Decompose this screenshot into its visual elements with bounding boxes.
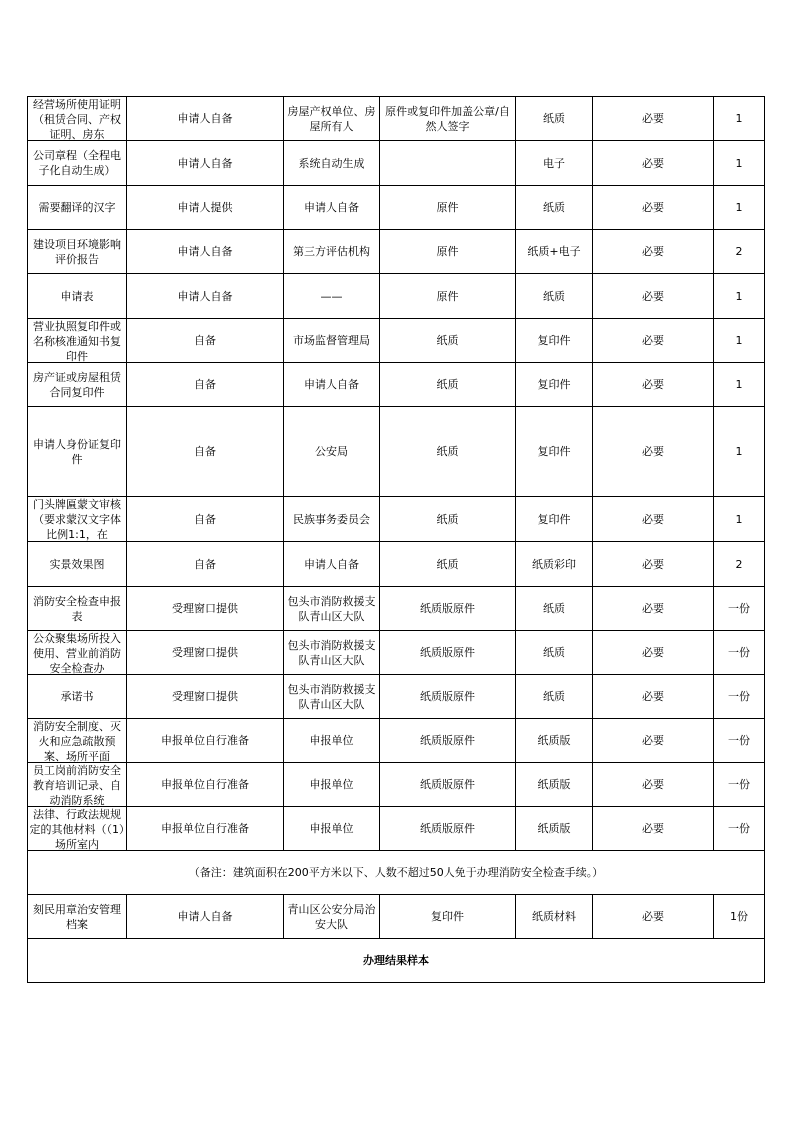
material-form: 纸质版原件 bbox=[380, 719, 516, 763]
material-required: 必要 bbox=[593, 186, 714, 230]
material-provider: 申请人自备 bbox=[284, 363, 380, 407]
material-provider: 包头市消防救援支队青山区大队 bbox=[284, 631, 380, 675]
material-form: 纸质 bbox=[380, 497, 516, 542]
material-required: 必要 bbox=[593, 497, 714, 542]
material-name: 承诺书 bbox=[28, 675, 127, 719]
table-row bbox=[28, 141, 765, 186]
table-row bbox=[28, 807, 765, 851]
material-provider: 申报单位 bbox=[284, 719, 380, 763]
table-row bbox=[28, 497, 765, 542]
material-source: 受理窗口提供 bbox=[127, 631, 284, 675]
material-provider: 申报单位 bbox=[284, 763, 380, 807]
material-form: 纸质版原件 bbox=[380, 587, 516, 631]
material-source: 申请人自备 bbox=[127, 97, 284, 141]
material-source: 自备 bbox=[127, 542, 284, 587]
table-row bbox=[28, 675, 765, 719]
material-count: 一份 bbox=[714, 763, 765, 807]
material-count: 1 bbox=[714, 319, 765, 363]
material-media: 纸质 bbox=[516, 587, 593, 631]
material-count: 1 bbox=[714, 407, 765, 497]
material-source: 申请人自备 bbox=[127, 274, 284, 319]
material-form: 纸质 bbox=[380, 319, 516, 363]
material-count: 1 bbox=[714, 274, 765, 319]
material-source: 申请人自备 bbox=[127, 230, 284, 274]
material-required: 必要 bbox=[593, 631, 714, 675]
material-source: 受理窗口提供 bbox=[127, 675, 284, 719]
material-source: 申报单位自行准备 bbox=[127, 719, 284, 763]
material-name: 经营场所使用证明（租赁合同、产权证明、房东 bbox=[28, 97, 127, 141]
table-row bbox=[28, 274, 765, 319]
material-name: 消防安全制度、灭火和应急疏散预案、场所平面 bbox=[28, 719, 127, 763]
material-name: 门头牌匾蒙文审核（要求蒙汉文字体比例1:1，在 bbox=[28, 497, 127, 542]
material-name: 刻民用章治安管理档案 bbox=[28, 895, 127, 939]
material-media: 纸质 bbox=[516, 274, 593, 319]
material-count: 1 bbox=[714, 497, 765, 542]
material-media: 复印件 bbox=[516, 363, 593, 407]
material-source: 自备 bbox=[127, 319, 284, 363]
material-provider: 青山区公安分局治安大队 bbox=[284, 895, 380, 939]
material-media: 复印件 bbox=[516, 407, 593, 497]
material-name: 公司章程（全程电子化自动生成） bbox=[28, 141, 127, 186]
material-provider: 民族事务委员会 bbox=[284, 497, 380, 542]
material-required: 必要 bbox=[593, 363, 714, 407]
material-media: 电子 bbox=[516, 141, 593, 186]
material-provider: —— bbox=[284, 274, 380, 319]
material-count: 1 bbox=[714, 363, 765, 407]
material-media: 纸质版 bbox=[516, 807, 593, 851]
material-form: 纸质版原件 bbox=[380, 631, 516, 675]
material-media: 纸质+电子 bbox=[516, 230, 593, 274]
material-source: 申报单位自行准备 bbox=[127, 807, 284, 851]
material-name: 营业执照复印件或名称核准通知书复印件 bbox=[28, 319, 127, 363]
material-form: 纸质 bbox=[380, 363, 516, 407]
material-source: 申请人自备 bbox=[127, 895, 284, 939]
material-count: 1 bbox=[714, 141, 765, 186]
table-row bbox=[28, 186, 765, 230]
table-row bbox=[28, 587, 765, 631]
table-row bbox=[28, 895, 765, 939]
material-required: 必要 bbox=[593, 319, 714, 363]
table-row bbox=[28, 719, 765, 763]
table-row bbox=[28, 631, 765, 675]
material-count: 一份 bbox=[714, 807, 765, 851]
material-name: 消防安全检查申报表 bbox=[28, 587, 127, 631]
material-form: 原件 bbox=[380, 230, 516, 274]
material-count: 1份 bbox=[714, 895, 765, 939]
material-name: 需要翻译的汉字 bbox=[28, 186, 127, 230]
material-source: 自备 bbox=[127, 407, 284, 497]
material-source: 自备 bbox=[127, 497, 284, 542]
material-provider: 市场监督管理局 bbox=[284, 319, 380, 363]
material-provider: 第三方评估机构 bbox=[284, 230, 380, 274]
material-count: 一份 bbox=[714, 719, 765, 763]
material-name: 申请表 bbox=[28, 274, 127, 319]
material-required: 必要 bbox=[593, 407, 714, 497]
material-count: 1 bbox=[714, 97, 765, 141]
material-source: 受理窗口提供 bbox=[127, 587, 284, 631]
material-name: 申请人身份证复印件 bbox=[28, 407, 127, 497]
material-provider: 申请人自备 bbox=[284, 542, 380, 587]
material-count: 一份 bbox=[714, 631, 765, 675]
material-name: 实景效果图 bbox=[28, 542, 127, 587]
material-provider: 系统自动生成 bbox=[284, 141, 380, 186]
material-media: 复印件 bbox=[516, 497, 593, 542]
material-required: 必要 bbox=[593, 230, 714, 274]
material-media: 纸质 bbox=[516, 97, 593, 141]
material-required: 必要 bbox=[593, 97, 714, 141]
material-count: 1 bbox=[714, 186, 765, 230]
table-row bbox=[28, 542, 765, 587]
material-media: 纸质版 bbox=[516, 719, 593, 763]
material-required: 必要 bbox=[593, 895, 714, 939]
material-media: 纸质 bbox=[516, 675, 593, 719]
material-source: 申请人提供 bbox=[127, 186, 284, 230]
material-source: 申请人自备 bbox=[127, 141, 284, 186]
materials-table bbox=[27, 96, 765, 983]
material-form: 纸质 bbox=[380, 407, 516, 497]
result-row bbox=[28, 939, 765, 983]
material-form: 纸质版原件 bbox=[380, 675, 516, 719]
material-form: 原件 bbox=[380, 274, 516, 319]
material-media: 纸质材料 bbox=[516, 895, 593, 939]
material-provider: 包头市消防救援支队青山区大队 bbox=[284, 587, 380, 631]
material-count: 2 bbox=[714, 542, 765, 587]
note-row bbox=[28, 851, 765, 895]
table-row bbox=[28, 319, 765, 363]
material-name: 员工岗前消防安全教育培训记录、自动消防系统 bbox=[28, 763, 127, 807]
table-row bbox=[28, 407, 765, 497]
result-sample-title: 办理结果样本 bbox=[28, 939, 765, 983]
material-provider: 申请人自备 bbox=[284, 186, 380, 230]
material-count: 2 bbox=[714, 230, 765, 274]
material-media: 复印件 bbox=[516, 319, 593, 363]
material-media: 纸质 bbox=[516, 186, 593, 230]
material-required: 必要 bbox=[593, 675, 714, 719]
table-row bbox=[28, 763, 765, 807]
material-name: 房产证或房屋租赁合同复印件 bbox=[28, 363, 127, 407]
material-form: 纸质版原件 bbox=[380, 807, 516, 851]
material-required: 必要 bbox=[593, 587, 714, 631]
material-required: 必要 bbox=[593, 719, 714, 763]
material-provider: 公安局 bbox=[284, 407, 380, 497]
table-row bbox=[28, 230, 765, 274]
material-provider: 包头市消防救援支队青山区大队 bbox=[284, 675, 380, 719]
material-required: 必要 bbox=[593, 141, 714, 186]
material-required: 必要 bbox=[593, 763, 714, 807]
material-provider: 申报单位 bbox=[284, 807, 380, 851]
material-media: 纸质彩印 bbox=[516, 542, 593, 587]
material-form bbox=[380, 141, 516, 186]
material-count: 一份 bbox=[714, 675, 765, 719]
table-row bbox=[28, 97, 765, 141]
material-form: 原件 bbox=[380, 186, 516, 230]
material-name: 法律、行政法规规定的其他材料（（1）场所室内 bbox=[29, 808, 125, 850]
material-required: 必要 bbox=[593, 542, 714, 587]
material-source: 申报单位自行准备 bbox=[127, 763, 284, 807]
material-provider: 房屋产权单位、房屋所有人 bbox=[284, 97, 380, 141]
material-form: 纸质 bbox=[380, 542, 516, 587]
material-name: 建设项目环境影响评价报告 bbox=[28, 230, 127, 274]
material-form: 复印件 bbox=[380, 895, 516, 939]
note-text: （备注：建筑面积在200平方米以下、人数不超过50人免于办理消防安全检查手续。） bbox=[28, 851, 765, 895]
material-required: 必要 bbox=[593, 274, 714, 319]
material-media: 纸质版 bbox=[516, 763, 593, 807]
material-form: 原件或复印件加盖公章/自然人签字 bbox=[380, 97, 516, 141]
material-count: 一份 bbox=[714, 587, 765, 631]
material-media: 纸质 bbox=[516, 631, 593, 675]
material-required: 必要 bbox=[593, 807, 714, 851]
material-source: 自备 bbox=[127, 363, 284, 407]
table-row bbox=[28, 363, 765, 407]
material-form: 纸质版原件 bbox=[380, 763, 516, 807]
material-name: 公众聚集场所投入使用、营业前消防安全检查办 bbox=[28, 631, 127, 675]
